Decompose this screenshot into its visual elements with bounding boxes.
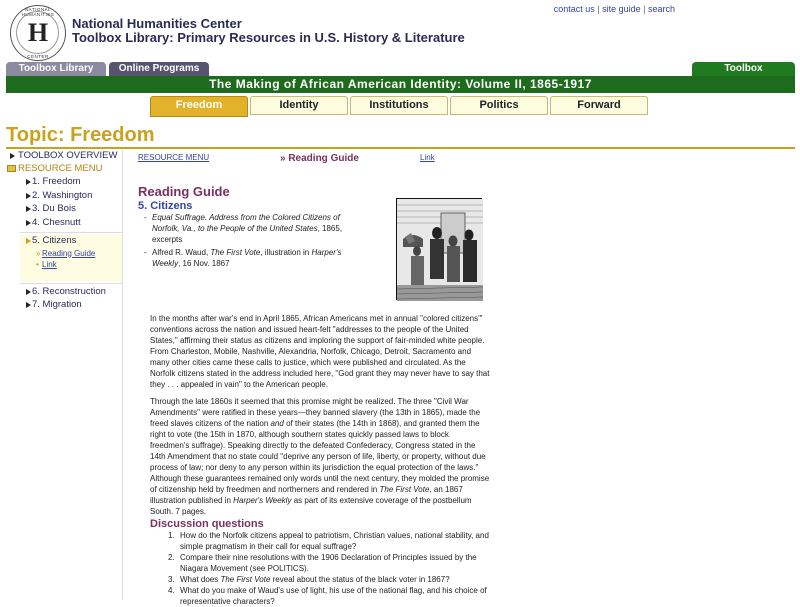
source-title: The First Vote xyxy=(210,248,261,257)
list-number: 2. xyxy=(168,553,175,562)
tab-toolbox-library[interactable]: Toolbox Library xyxy=(6,62,106,76)
spacer xyxy=(20,271,122,279)
paragraph-text: Through the late 1860s it seemed that this promise might be realized. The three "Civil War Amendments" were ratified in these years—they banned slavery (the 13th in 1865), made the freed slaves citizens of the nation xyxy=(150,397,481,428)
sidebar-item-citizens[interactable] xyxy=(20,235,122,249)
topic-tab-freedom[interactable]: Freedom xyxy=(150,96,248,117)
sidebar-item-label: TOOLBOX OVERVIEW xyxy=(18,150,118,161)
sidebar-sub-reading-guide[interactable] xyxy=(20,249,122,260)
triangle-right-icon xyxy=(26,220,31,226)
topic-tab-politics[interactable]: Politics xyxy=(450,96,548,115)
dash-icon: - xyxy=(144,248,147,257)
paragraph-title-ref: The First Vote xyxy=(379,485,430,494)
source-details: , illustration in xyxy=(260,248,312,257)
logo-letter: H xyxy=(27,18,49,47)
topic-title: Topic: Freedom xyxy=(6,124,155,146)
triangle-right-icon xyxy=(10,153,15,159)
site-header xyxy=(0,0,800,62)
triangle-right-icon xyxy=(26,238,31,244)
question-text: Compare their nine resolutions with the 1906 Declaration of Principles issued by the Niagara Movement (see POLITICS). xyxy=(180,553,477,573)
first-vote-illustration[interactable] xyxy=(396,198,482,300)
amendments-paragraph xyxy=(150,396,490,517)
search-link[interactable]: search xyxy=(647,4,675,14)
link-page-link[interactable]: Link xyxy=(420,153,435,162)
sidebar-item-du-bois[interactable] xyxy=(6,203,122,217)
intro-paragraph: In the months after war's end in April 1865, African Americans met in annual "colored citizens'" conventions across the nation and issued heart-felt "addresses to the people of the United States," affirming their status as citizens and imploring the support of fair-minded white people. From Charleston, Mobile, Nashville, Alexandria, Norfolk, Chicago, Detroit, Sacramento and many other cities came these calls to justice, which were published and circulated. As the Norfolk citizens stated in the address included here, "God grant they may never have to say that they . . . appealed in vain" to the American people. xyxy=(150,314,490,389)
source-date: , 16 Nov. 1867 xyxy=(178,259,230,268)
topic-divider xyxy=(6,147,795,149)
list-number: 1. xyxy=(168,531,175,540)
list-number: 3. xyxy=(168,575,175,584)
breadcrumb-current: » Reading Guide xyxy=(280,153,359,164)
question-text: How do the Norfolk citizens appeal to patriotism, Christian values, national stability, and simple pragmatism in their call for equal suffrage? xyxy=(180,531,489,551)
contact-us-link[interactable]: contact us xyxy=(553,4,595,14)
sidebar-item-label: 6. Reconstruction xyxy=(32,285,106,297)
question-title-ref: The First Vote xyxy=(220,575,271,584)
list-number: 4. xyxy=(168,586,175,595)
sidebar-sub-link[interactable] xyxy=(20,260,122,271)
paragraph-text: as part of its extensive coverage of the postbellum South. 7 pages. xyxy=(150,496,472,516)
question-text: What do you make of Waud's use of light, his use of the national flag, and his choice of representative characters? xyxy=(180,586,487,606)
discussion-questions-title: Discussion questions xyxy=(150,518,264,530)
list-item xyxy=(168,530,498,552)
site-guide-link[interactable]: site guide xyxy=(602,4,641,14)
paragraph-emphasis: and xyxy=(270,419,284,428)
tab-row xyxy=(0,62,800,76)
tab-online-programs[interactable]: Online Programs xyxy=(109,62,209,76)
discussion-questions-list xyxy=(168,530,498,607)
logo-arc-bottom: CENTER xyxy=(27,54,49,59)
topic-tab-identity[interactable]: Identity xyxy=(250,96,348,115)
engraving-image xyxy=(397,199,483,301)
sidebar-item-label: RESOURCE MENU xyxy=(18,163,103,174)
list-item xyxy=(168,552,498,574)
folder-icon xyxy=(7,165,16,172)
paragraph-text: of their states (the 14th in 1868), and granted them the right to vote (the 15th in 1870, although southern states quickly passed laws to block freedmen's suffrage). Speaking directly to the defeated Confederacy, Congress stated in the 14th Amendment that no state could "deprive any person of life, liberty, or property, without due process of law; nor deny to any person within its jurisdiction the equal protection of the laws." Although these guarantees remained only words until the next century, they molded the promise of citizenship held by freedmen and northerners and rendered in xyxy=(150,419,490,494)
triangle-right-icon xyxy=(26,289,31,295)
org-name: National Humanities Center xyxy=(72,16,242,31)
sidebar-item-label: 4. Chesnutt xyxy=(32,216,81,228)
volume-title-bar: The Making of African American Identity: Volume II, 1865-1917 xyxy=(6,76,795,93)
dash-icon: - xyxy=(144,213,147,222)
question-text: What does xyxy=(180,575,221,584)
sidebar-current-chapter xyxy=(20,235,122,281)
sidebar-item-resource-menu[interactable] xyxy=(6,163,122,176)
top-links: contact us | site guide | search xyxy=(553,4,675,14)
triangle-right-icon xyxy=(26,179,31,185)
sidebar-item-label: 3. Du Bois xyxy=(32,203,76,214)
source-item xyxy=(144,247,364,269)
source-title: Equal Suffrage. Address from the Colored Citizens of Norfolk, Va., to the People of the United States xyxy=(152,213,340,233)
logo-arc-top: NATIONAL HUMANITIES xyxy=(21,7,55,17)
section-title: 5. Citizens xyxy=(138,200,193,212)
source-details: , 1865, excerpts xyxy=(152,224,343,244)
sidebar-item-label: 7. Migration xyxy=(32,299,82,310)
sidebar-item-toolbox-overview[interactable] xyxy=(6,150,122,163)
bullet-icon: • xyxy=(36,259,39,269)
sidebar-item-freedom[interactable] xyxy=(6,176,122,190)
reading-guide-title: Reading Guide xyxy=(138,184,230,199)
sidebar-item-reconstruction[interactable] xyxy=(6,286,122,300)
paragraph-text: , an 1867 illustration published in xyxy=(150,485,463,505)
sidebar-item-label: 2. Washington xyxy=(32,189,93,201)
source-author: Alfred R. Waud, xyxy=(152,248,211,257)
sidebar-sub-label: Link xyxy=(42,259,57,269)
list-item xyxy=(168,585,498,607)
topic-tab-forward[interactable]: Forward xyxy=(550,96,648,115)
source-item xyxy=(144,212,364,245)
sidebar-divider xyxy=(20,232,122,233)
triangle-right-icon xyxy=(26,302,31,308)
sidebar-item-chesnutt[interactable] xyxy=(6,217,122,231)
sidebar-divider xyxy=(20,283,122,284)
main-content xyxy=(138,150,798,606)
question-text: reveal about the status of the black voter in 1867? xyxy=(270,575,450,584)
resource-menu-link[interactable]: RESOURCE MENU xyxy=(138,153,210,162)
sidebar-item-label: 1. Freedom xyxy=(32,176,81,187)
sidebar xyxy=(6,150,123,600)
paragraph-publication-ref: Harper's Weekly xyxy=(233,496,292,505)
source-publication: Harper's Weekly xyxy=(152,248,342,268)
triangle-right-icon xyxy=(26,206,31,212)
sidebar-item-migration[interactable] xyxy=(6,299,122,313)
topic-tab-institutions[interactable]: Institutions xyxy=(350,96,448,115)
sidebar-item-label: 5. Citizens xyxy=(32,235,77,246)
triangle-right-icon xyxy=(26,193,31,199)
list-item xyxy=(168,574,498,585)
nhc-logo[interactable] xyxy=(10,5,66,61)
org-subtitle: Toolbox Library: Primary Resources in U.S. History & Literature xyxy=(72,30,465,45)
sidebar-sub-label: Reading Guide xyxy=(42,248,96,258)
tab-toolbox[interactable]: Toolbox xyxy=(692,62,795,76)
bullet-icon: » xyxy=(36,248,41,258)
sidebar-item-washington[interactable] xyxy=(6,190,122,204)
